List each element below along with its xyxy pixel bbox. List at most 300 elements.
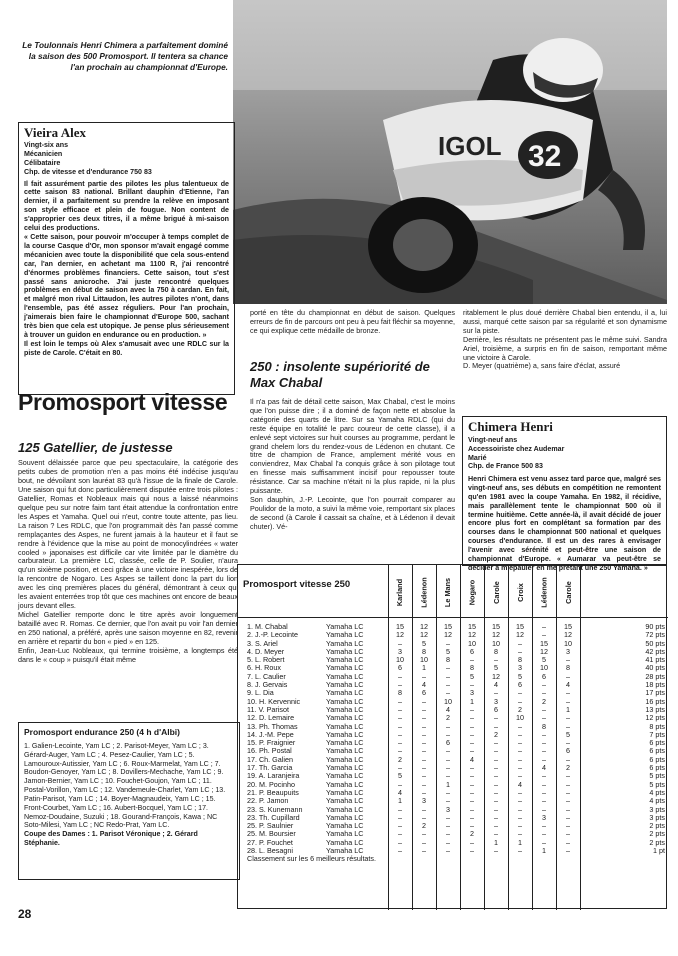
- results-score-cell: –: [398, 738, 402, 748]
- results-score-cell: –: [422, 804, 426, 814]
- results-score-cell: 10: [540, 663, 548, 673]
- results-score-cell: –: [566, 754, 570, 764]
- results-score-cell: –: [494, 804, 498, 814]
- results-score-cell: –: [470, 721, 474, 731]
- fairing-text: IGOL: [438, 131, 502, 161]
- results-score-cell: 6: [542, 671, 546, 681]
- results-column-header: [510, 571, 530, 613]
- results-rider-team: Yamaha LC: [326, 638, 364, 648]
- results-score-cell: –: [494, 846, 498, 856]
- results-score-cell: 2: [542, 696, 546, 706]
- results-column-header-label: Lédenon: [419, 576, 429, 608]
- results-score-cell: –: [542, 837, 546, 847]
- results-score-cell: –: [518, 738, 522, 748]
- results-column-header: [414, 571, 434, 613]
- results-score-cell: –: [542, 829, 546, 839]
- results-column-divider: [580, 565, 581, 910]
- results-score-cell: 8: [470, 663, 474, 673]
- results-score-cell: –: [470, 738, 474, 748]
- results-score-cell: –: [398, 804, 402, 814]
- results-score-cell: –: [398, 729, 402, 739]
- results-score-cell: 12: [492, 671, 500, 681]
- results-score-cell: 5: [494, 663, 498, 673]
- results-score-cell: –: [518, 829, 522, 839]
- results-score-cell: 6: [494, 704, 498, 714]
- results-score-cell: –: [446, 680, 450, 690]
- results-score-cell: –: [422, 787, 426, 797]
- results-score-cell: –: [494, 763, 498, 773]
- race-number: 32: [528, 140, 562, 173]
- results-score-cell: 3: [398, 646, 402, 656]
- results-score-cell: –: [518, 796, 522, 806]
- results-score-cell: –: [470, 804, 474, 814]
- results-score-cell: –: [494, 754, 498, 764]
- results-score-cell: –: [494, 779, 498, 789]
- results-score-cell: –: [566, 787, 570, 797]
- results-score-cell: 15: [492, 622, 500, 631]
- results-score-cell: –: [398, 713, 402, 723]
- results-score-cell: 12: [420, 630, 428, 640]
- results-score-cell: 5: [398, 771, 402, 781]
- results-score-cell: –: [566, 846, 570, 856]
- col2-paragraph-2: Son dauphin, J.-P. Lecointe, que l'on pourrait comparer au Poulidor de la moto, a suivi la même voie, remportant six places de second (à Carole il cassait sa chaîne, et à Lédenon il devait chuter). Vé-: [250, 494, 455, 531]
- chimera-meta-status: Marié: [468, 453, 487, 462]
- results-score-cell: 10: [396, 655, 404, 665]
- results-score-cell: –: [470, 729, 474, 739]
- results-rider-name: 27. P. Fouchet: [247, 837, 293, 847]
- results-score-cell: –: [566, 796, 570, 806]
- results-rider-team: Yamaha LC: [326, 671, 364, 681]
- results-score-cell: –: [446, 812, 450, 822]
- results-score-cell: –: [422, 837, 426, 847]
- results-score-cell: 2: [566, 763, 570, 773]
- results-score-cell: 12: [516, 630, 524, 640]
- body1-paragraph-2: Michel Gatellier remporte donc le titre après avoir longuement bataillé avec R. Romas. Ce dernier, que l'on avait pu voir l'an dernier en 250 national, a préféré, après une saison moyenne en 82, revenir en arrière et repartir du bon « pied » en 125.: [18, 610, 238, 647]
- results-rider-total: 7 pts: [649, 729, 665, 739]
- results-column-divider: [388, 565, 389, 910]
- results-score-cell: –: [518, 729, 522, 739]
- results-column-divider: [436, 565, 437, 910]
- photo-caption: Le Toulonnais Henri Chimera a parfaitement dominé la saison des 500 Promosport. Il tentera sa chance l'an prochain au championnat d'Europe.: [22, 40, 228, 72]
- results-score-cell: –: [446, 688, 450, 698]
- results-column-divider: [556, 565, 557, 910]
- results-score-cell: –: [470, 812, 474, 822]
- results-score-cell: 6: [398, 663, 402, 673]
- results-rider-team: Yamaha LC: [326, 846, 364, 856]
- results-score-cell: –: [566, 655, 570, 665]
- results-score-cell: –: [518, 696, 522, 706]
- results-score-cell: 3: [518, 663, 522, 673]
- results-rider-team: Yamaha LC: [326, 738, 364, 748]
- results-rider-team: Yamaha LC: [326, 746, 364, 756]
- results-rider-total: 18 pts: [645, 680, 665, 690]
- endurance-results-text: 1. Galien-Lecointe, Yam LC ; 2. Parisot-Meyer, Yam LC ; 3. Gérard-Auger, Yam LC ; 4. Pesez-Caulier, Yam LC ; 5. Lamouroux-Autissier, Yam LC ; 6. Roux-Marmelat, Yam LC ; 7. Boudon-Genoyer, Yam LC ; 8. Dovillers-Mechache, Yam LC ; 9. Jamon-Bernier, Yam LC ; 10. Fouchet-Goujon, Yam LC ; 11. Postal-Vorillon, Yam LC ; 12. Vandemeule-Charlet, Yam LC ; 13. Patin-Parisot, Yam LC ; 14. Boyer-Magnaudeix, Yam LC ; 15. Front-Courbet, Yam LC ; 16. Aubert-Bocquel, Yam LC ; 17. Nemoz-Doudaine, Suzuki ; 18. Gourand-François, Kawa ; NC Soto-Milesi, Yam LC ; NC Redo-Prat, Yam LC.: [24, 741, 226, 830]
- results-rider-name: 19. A. Laranjeira: [247, 771, 300, 781]
- results-score-cell: 15: [564, 622, 572, 631]
- results-rider-team: Yamaha LC: [326, 704, 364, 714]
- results-rider-name: 23. S. Kunemann: [247, 804, 303, 814]
- results-score-cell: 1: [542, 846, 546, 856]
- results-rider-team: Yamaha LC: [326, 622, 364, 631]
- chimera-profile-box: [462, 416, 667, 572]
- results-score-cell: –: [542, 796, 546, 806]
- results-score-cell: –: [422, 846, 426, 856]
- results-score-cell: –: [398, 829, 402, 839]
- results-rider-total: 4 pts: [649, 796, 665, 806]
- results-score-cell: –: [542, 779, 546, 789]
- results-score-cell: 10: [492, 638, 500, 648]
- vieira-meta-job: Mécanicien: [24, 149, 63, 158]
- results-score-cell: –: [494, 796, 498, 806]
- results-title: Promosport vitesse 250: [243, 579, 351, 590]
- results-score-cell: 1: [494, 837, 498, 847]
- results-rider-total: 13 pts: [645, 704, 665, 714]
- results-score-cell: 15: [444, 622, 452, 631]
- results-score-cell: 12: [444, 630, 452, 640]
- results-score-cell: –: [422, 671, 426, 681]
- results-scores-column: [438, 623, 458, 855]
- results-column-header-label: Le Mans: [443, 577, 453, 607]
- results-rider-name: 14. J.-M. Pepe: [247, 729, 294, 739]
- results-score-cell: –: [470, 763, 474, 773]
- results-rider-total: 4 pts: [649, 787, 665, 797]
- results-score-cell: 8: [518, 655, 522, 665]
- results-score-cell: –: [494, 688, 498, 698]
- results-column-header-label: Carole: [563, 580, 573, 604]
- body1-paragraph-1: Souvent délaissée parce que peu spectaculaire, la catégorie des petits cubes de promotion n'en a pas moins été indécise jusqu'au bout, ne dévoilant son lauréat 83 qu'à l'issue de la finale de Carole. Une saison qui fut donc particulièrement disputée entre trois pilotes : Gatellier, Romas et Nobleaux mais qui nous a laissé néanmoins quelque peu sur notre faim tant était attendue la confrontation entre les Aspes et Yamaha. Quel oui n'eut, contre toute attente, pas lieu. La raison ? Les RDLC, que l'on programmait dès l'an passé comme remplaçantes des Aspes, ne furent jamais à la hauteur et il faut se rendre à l'évidence que la mise au point de monocylindrées « water cooled » japonaises est difficile car vite limitée par le diamètre du carburateur. La première LC, classée, celle de P. Soulier, n'aura qu'un sixième position, et ceci grâce à une victoire inespérée, lors de la rencontre de Nogaro. Les Aspes se taillent donc la part du lion avec les cinq premières places du général, démontrant à ceux qui les avaient enterrées trop tôt que ces machines ont encore de beaux jours devant elles.: [18, 458, 238, 611]
- results-rider-name: 17. Ch. Galien: [247, 754, 293, 764]
- results-rider-total: 6 pts: [649, 763, 665, 773]
- results-score-cell: –: [470, 746, 474, 756]
- results-score-cell: –: [446, 837, 450, 847]
- results-score-cell: –: [566, 812, 570, 822]
- results-score-cell: 4: [422, 680, 426, 690]
- results-column-divider: [460, 565, 461, 910]
- results-score-cell: –: [470, 771, 474, 781]
- results-rider-team: Yamaha LC: [326, 837, 364, 847]
- results-rider-team: Yamaha LC: [326, 729, 364, 739]
- results-column-header: [534, 571, 554, 613]
- results-score-cell: –: [398, 704, 402, 714]
- results-score-cell: 12: [420, 622, 428, 631]
- results-score-cell: –: [566, 804, 570, 814]
- results-rider-team: Yamaha LC: [326, 630, 364, 640]
- results-rider-team: Yamaha LC: [326, 787, 364, 797]
- results-score-cell: –: [446, 638, 450, 648]
- results-score-cell: 6: [470, 646, 474, 656]
- results-score-cell: –: [422, 729, 426, 739]
- results-score-cell: 1: [566, 704, 570, 714]
- results-rider-total: 72 pts: [645, 630, 665, 640]
- results-score-cell: 1: [446, 779, 450, 789]
- results-score-cell: –: [422, 763, 426, 773]
- results-score-cell: 4: [566, 680, 570, 690]
- results-rider-total: 2 pts: [649, 837, 665, 847]
- results-rider-name: 16. Ph. Postal: [247, 746, 292, 756]
- results-score-cell: –: [470, 821, 474, 831]
- results-score-cell: –: [494, 812, 498, 822]
- results-rider-total: 6 pts: [649, 746, 665, 756]
- results-score-cell: –: [518, 721, 522, 731]
- results-score-cell: –: [518, 812, 522, 822]
- results-score-cell: –: [542, 688, 546, 698]
- results-score-cell: –: [494, 655, 498, 665]
- results-score-cell: –: [446, 754, 450, 764]
- results-score-cell: –: [542, 771, 546, 781]
- results-rider-name: 4. D. Meyer: [247, 646, 285, 656]
- results-totals-column: [629, 623, 665, 855]
- results-score-cell: –: [566, 829, 570, 839]
- results-score-cell: 2: [518, 704, 522, 714]
- results-rider-total: 6 pts: [649, 754, 665, 764]
- results-column-header-label: Croix: [515, 582, 525, 602]
- results-rider-total: 3 pts: [649, 804, 665, 814]
- results-score-cell: 5: [422, 638, 426, 648]
- results-score-cell: –: [494, 821, 498, 831]
- results-score-cell: 5: [566, 729, 570, 739]
- results-score-cell: –: [494, 787, 498, 797]
- results-score-cell: –: [542, 729, 546, 739]
- results-rider-total: 3 pts: [649, 812, 665, 822]
- results-scores-column: [486, 623, 506, 855]
- results-score-cell: 2: [398, 754, 402, 764]
- results-score-cell: 2: [494, 729, 498, 739]
- results-score-cell: –: [446, 663, 450, 673]
- results-rider-total: 40 pts: [645, 663, 665, 673]
- results-score-cell: –: [398, 680, 402, 690]
- results-score-cell: 5: [470, 671, 474, 681]
- results-rider-total: 8 pts: [649, 721, 665, 731]
- chimera-meta-age: Vingt-neuf ans: [468, 435, 518, 444]
- results-score-cell: –: [470, 837, 474, 847]
- results-score-cell: 1: [518, 837, 522, 847]
- results-score-cell: –: [470, 846, 474, 856]
- results-score-cell: 10: [420, 655, 428, 665]
- results-score-cell: –: [398, 638, 402, 648]
- results-score-cell: 5: [542, 655, 546, 665]
- results-score-cell: 4: [446, 704, 450, 714]
- results-score-cell: –: [422, 721, 426, 731]
- vieira-paragraph-3: Il est loin le temps où Alex s'amusait avec une RDLC sur la piste de Carole. C'était en 80.: [24, 339, 229, 357]
- results-rider-team: Yamaha LC: [326, 655, 364, 665]
- results-score-cell: –: [518, 846, 522, 856]
- vieira-paragraph-1: Il fait assurément partie des pilotes les plus talentueux de cette saison 83 national. Brillant dauphin d'Etienne, l'an dernier, il a parfaitement su prendre la relève en imposant son style efficace et plein de fougue. Non content de s'approprier ces deux titres, il a même brigué à mi-saison celui des productions.: [24, 179, 229, 233]
- results-column-header: [462, 571, 482, 613]
- results-score-cell: 5: [446, 646, 450, 656]
- chimera-meta-job: Accessoiriste chez Audemar: [468, 444, 565, 453]
- results-rider-total: 16 pts: [645, 696, 665, 706]
- results-score-cell: –: [542, 704, 546, 714]
- results-score-cell: 3: [470, 688, 474, 698]
- vieira-profile-box: [18, 122, 235, 395]
- chimera-text: Henri Chimera est venu assez tard parce que, malgré ses vingt-neuf ans, ses débuts en compétition ne remontent qu'en 1981 avec la coupe Yamaha. En 1982, il récidive, mais parallèlement tente le championnat 500 où il termine huitième. Cette année-là, il avait décidé de jouer encore plus fort en complétant sa formation par des courses dans le championnat 500 national et quelques courses d'endurance. Il est un des rares à envisager l'avenir avec sérénité et peut-être une saison de championnat d'Europe. « Aumarar va peut-être se décider à m'épauler en me prêtant une 250 Yamaha. »: [468, 475, 661, 572]
- results-score-cell: –: [446, 829, 450, 839]
- results-score-cell: –: [566, 738, 570, 748]
- results-rider-team: Yamaha LC: [326, 763, 364, 773]
- results-score-cell: –: [542, 630, 546, 640]
- results-score-cell: –: [566, 837, 570, 847]
- results-rider-team: Yamaha LC: [326, 771, 364, 781]
- results-score-cell: 15: [468, 622, 476, 631]
- results-column-divider: [508, 565, 509, 910]
- results-score-cell: 10: [468, 638, 476, 648]
- results-score-cell: –: [398, 821, 402, 831]
- chimera-name: Chimera Henri: [468, 419, 553, 434]
- results-rider-name: 17. Th. Garcia: [247, 763, 293, 773]
- results-score-cell: –: [422, 754, 426, 764]
- results-score-cell: 8: [398, 688, 402, 698]
- results-scores-column: [510, 623, 530, 855]
- results-rider-total: 2 pts: [649, 829, 665, 839]
- results-score-cell: –: [494, 829, 498, 839]
- results-score-cell: –: [566, 713, 570, 723]
- results-score-cell: 10: [444, 696, 452, 706]
- results-score-cell: –: [470, 704, 474, 714]
- results-score-cell: –: [494, 746, 498, 756]
- results-rider-name: 12. D. Lemaire: [247, 713, 295, 723]
- results-score-cell: –: [422, 779, 426, 789]
- results-score-cell: –: [422, 704, 426, 714]
- results-score-cell: –: [542, 738, 546, 748]
- results-rider-team: Yamaha LC: [326, 829, 364, 839]
- endurance-results-box: [18, 722, 240, 880]
- results-score-cell: –: [398, 846, 402, 856]
- results-score-cell: 8: [542, 721, 546, 731]
- results-score-cell: 15: [540, 638, 548, 648]
- results-score-cell: 4: [518, 779, 522, 789]
- results-scores-column: [462, 623, 482, 855]
- results-score-cell: –: [566, 696, 570, 706]
- results-table-250: [237, 564, 667, 909]
- results-rider-team: Yamaha LC: [326, 646, 364, 656]
- results-rider-team: Yamaha LC: [326, 804, 364, 814]
- racing-photo: [233, 0, 667, 304]
- results-column-header: [558, 571, 578, 613]
- results-rider-name: 13. Ph. Thomas: [247, 721, 298, 731]
- results-score-cell: –: [494, 721, 498, 731]
- results-score-cell: –: [518, 804, 522, 814]
- results-score-cell: 10: [564, 638, 572, 648]
- article-body-col1: [18, 459, 238, 665]
- results-score-cell: –: [470, 655, 474, 665]
- results-scores-column: [534, 623, 554, 855]
- results-rider-name: 6. H. Roux: [247, 663, 281, 673]
- results-score-cell: 12: [396, 630, 404, 640]
- col3-paragraph-2: Derrière, les résultats ne présentent pas le même suivi. Sandra Ariel, troisième, a surpris en fin de saison, remportant même une victoire à Carole.: [463, 334, 667, 362]
- col2-paragraph-1: Il n'a pas fait de détail cette saison, Max Chabal, c'est le moins que l'on puisse dire ; il a dominé de façon nette et absolue la catégorie des quarts de litre. Sur sa Yamaha RDLC (qui du reste équipe en totalité le parc coureur de cette classe), il a enlevé sept victoires sur huit courses au programme, perdant le grand chelem lors du rendez-vous de Lédenon en chutant. Ce titre de champion de France, amplement mérité vous en conviendrez, Max Chabal l'a conquis grâce à son pilotage tout en finesse mais suffisamment incisif pour repousser toute résistance. Car sa machine n'était ni la plus rapide, ni la plus puissante.: [250, 397, 455, 496]
- results-rider-team: Yamaha LC: [326, 779, 364, 789]
- results-score-cell: –: [422, 746, 426, 756]
- results-score-cell: 3: [446, 804, 450, 814]
- results-score-cell: 8: [566, 663, 570, 673]
- results-score-cell: 4: [494, 680, 498, 690]
- results-score-cell: –: [446, 729, 450, 739]
- results-rider-team: Yamaha LC: [326, 688, 364, 698]
- results-score-cell: –: [566, 779, 570, 789]
- results-score-cell: 15: [396, 622, 404, 631]
- results-rider-name: 25. M. Boursier: [247, 829, 296, 839]
- results-score-cell: –: [542, 746, 546, 756]
- results-score-cell: –: [518, 646, 522, 656]
- results-rider-name: 5. L. Robert: [247, 655, 285, 665]
- results-score-cell: –: [518, 688, 522, 698]
- results-column-header: [438, 571, 458, 613]
- results-rider-total: 41 pts: [645, 655, 665, 665]
- results-score-cell: –: [566, 721, 570, 731]
- results-score-cell: 8: [446, 655, 450, 665]
- results-score-cell: 12: [492, 630, 500, 640]
- vieira-name: Vieira Alex: [24, 125, 86, 140]
- results-score-cell: –: [518, 746, 522, 756]
- results-scores-column: [390, 623, 410, 855]
- results-rider-total: 42 pts: [645, 646, 665, 656]
- article-title: Promosport vitesse: [18, 389, 228, 415]
- results-scores-column: [414, 623, 434, 855]
- results-score-cell: –: [446, 746, 450, 756]
- results-score-cell: 1: [470, 696, 474, 706]
- results-score-cell: –: [398, 721, 402, 731]
- results-rider-name: 25. P. Saulnier: [247, 821, 294, 831]
- results-score-cell: –: [446, 721, 450, 731]
- results-score-cell: –: [398, 779, 402, 789]
- results-score-cell: –: [446, 787, 450, 797]
- results-score-cell: 3: [566, 646, 570, 656]
- results-score-cell: 15: [516, 622, 524, 631]
- results-score-cell: –: [470, 796, 474, 806]
- col2-top-text: porté en tête du championnat en début de saison. Quelques erreurs de fin de parcours ont peu à peu fait fléchir sa moyenne, ce qui explique cette médaille de bronze.: [250, 308, 455, 335]
- results-rider-name: 1. M. Chabal: [247, 622, 288, 631]
- results-score-cell: 6: [566, 746, 570, 756]
- results-score-cell: –: [518, 763, 522, 773]
- results-score-cell: –: [566, 671, 570, 681]
- results-score-cell: 3: [494, 696, 498, 706]
- results-column-divider: [532, 565, 533, 910]
- results-rider-name: 20. M. Pocinho: [247, 779, 295, 789]
- article-body-col2: [250, 398, 455, 532]
- results-teams-column: [326, 623, 363, 855]
- results-rider-total: 5 pts: [649, 771, 665, 781]
- results-rider-team: Yamaha LC: [326, 663, 364, 673]
- results-rider-team: Yamaha LC: [326, 713, 364, 723]
- results-rider-team: Yamaha LC: [326, 821, 364, 831]
- results-score-cell: –: [398, 837, 402, 847]
- results-rider-name: 3. S. Ariel: [247, 638, 278, 648]
- results-score-cell: 1: [422, 663, 426, 673]
- results-header-line: [238, 617, 668, 618]
- results-rider-name: 8. J. Gervais: [247, 680, 288, 690]
- results-score-cell: 4: [542, 763, 546, 773]
- results-score-cell: –: [494, 738, 498, 748]
- results-score-cell: –: [446, 846, 450, 856]
- vieira-meta-age: Vingt-six ans: [24, 140, 69, 149]
- results-score-cell: –: [542, 804, 546, 814]
- results-score-cell: 3: [542, 812, 546, 822]
- results-column-header-label: Carole: [491, 580, 501, 604]
- col3-paragraph-1: ritablement le plus doué derrière Chabal bien entendu, il a, lui aussi, marqué cette saison par sa régularité et son dynamisme sur la piste.: [463, 308, 667, 335]
- results-rider-name: 28. L. Besagni: [247, 846, 293, 856]
- results-score-cell: 10: [516, 713, 524, 723]
- results-score-cell: 1: [398, 796, 402, 806]
- results-score-cell: –: [422, 771, 426, 781]
- results-rider-total: 5 pts: [649, 779, 665, 789]
- results-score-cell: 6: [518, 680, 522, 690]
- results-score-cell: –: [542, 680, 546, 690]
- vieira-meta-championship: Chp. de vitesse et d'endurance 750 83: [24, 167, 152, 176]
- article-body-col3: [463, 309, 667, 371]
- results-column-divider: [412, 565, 413, 910]
- results-score-cell: –: [542, 713, 546, 723]
- results-score-cell: –: [446, 763, 450, 773]
